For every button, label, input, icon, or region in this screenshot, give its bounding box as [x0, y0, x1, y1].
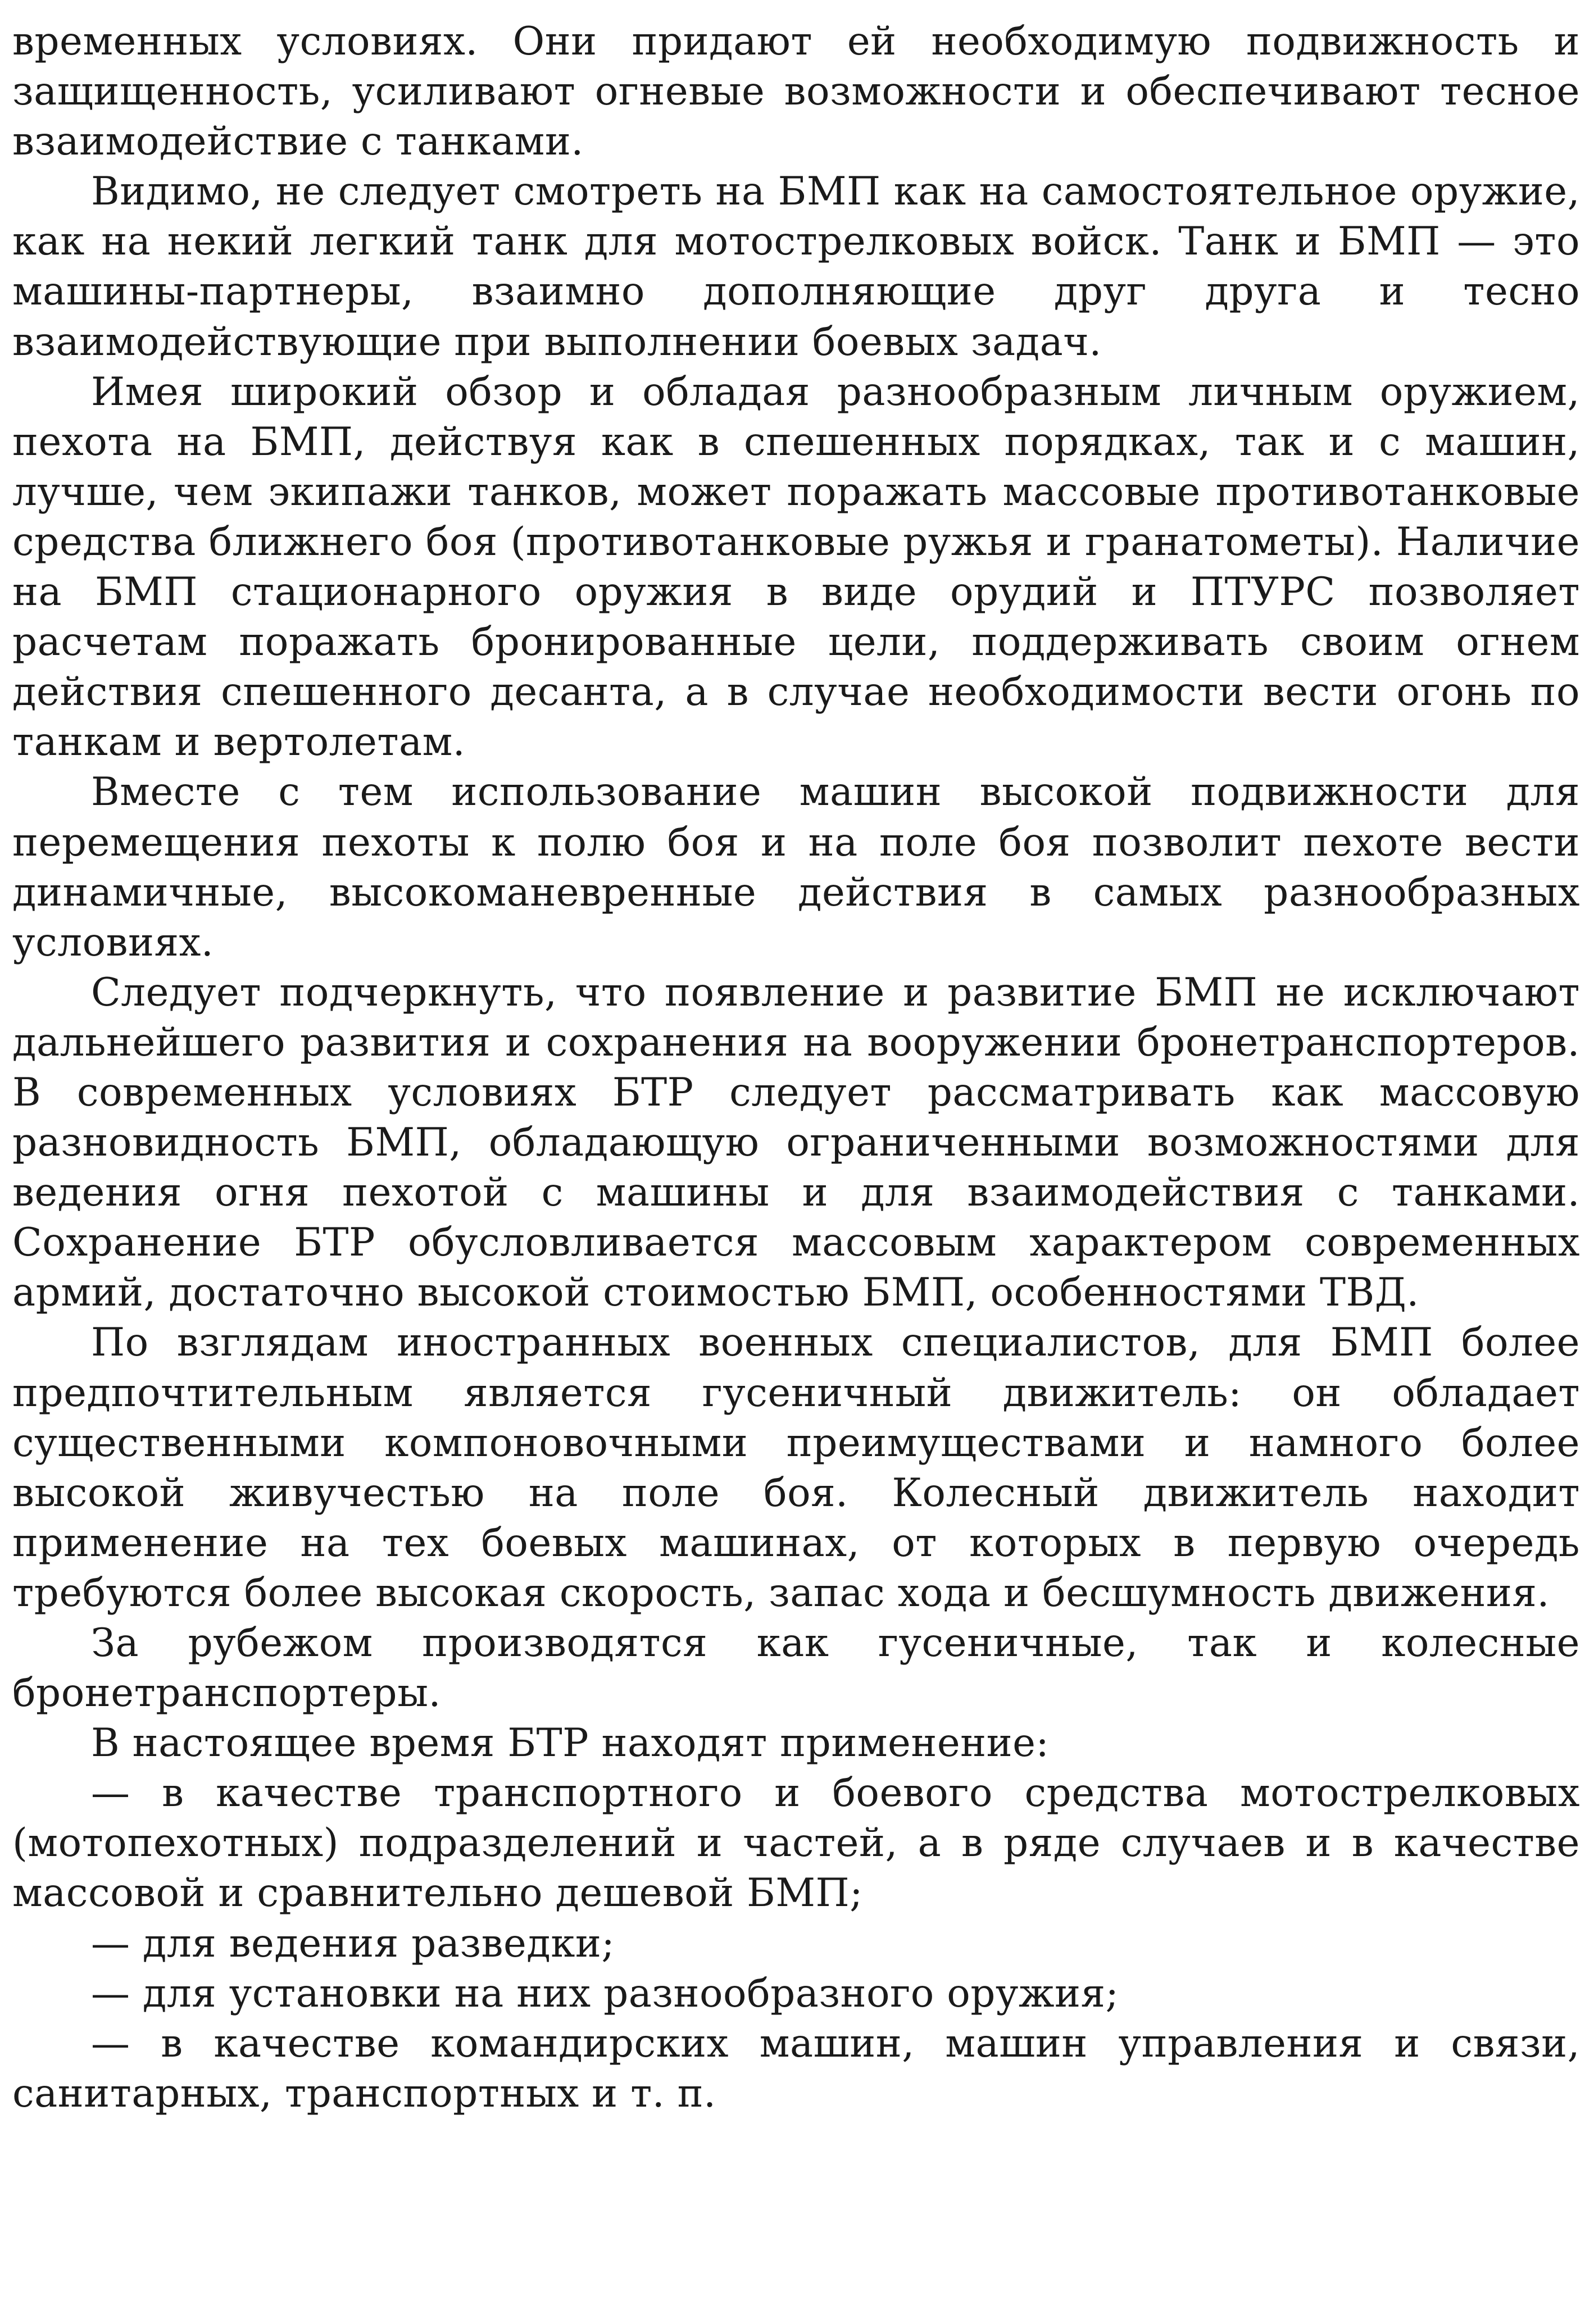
- list-item: — для ведения разведки;: [91, 1921, 615, 1966]
- list-item: — в качестве командирских машин, машин управления и связи, санитарных, транспортных и т. п.: [12, 2021, 1580, 2116]
- paragraph-btr-retention: Следует подчеркнуть, что появление и развитие БМП не исключают дальнейшего развития и сохранения на вооружении бронетранспортеров. В современных условиях БТР следует рассматривать как массовую разновидность БМП, обладающую ограниченными возможностями для ведения огня пехотой с машины и для взаимодействия с танками. Сохранение БТР обусловливается массовым характером современных армий, достаточно высокой стоимостью БМП, особенностями ТВД.: [12, 970, 1580, 1316]
- paragraph-foreign-production: За рубежом производятся как гусеничные, так и колесные бронетранспортеры.: [12, 1621, 1580, 1716]
- document-page: [12, 17, 1580, 2119]
- paragraph-continued: временных условиях. Они придают ей необходимую подвижность и защищенность, усиливают огневые возможности и обеспечивают тесное взаимодействие с танками.: [12, 19, 1580, 165]
- paragraph-bmp-role: Видимо, не следует смотреть на БМП как на самостоятельное оружие, как на некий легкий танк для мотострелковых войск. Танк и БМП — это машины-партнеры, взаимно дополняющие друг друга и тесно взаимодействующие при выполнении боевых задач.: [12, 169, 1580, 365]
- paragraph-btr-uses-intro: В настоящее время БТР находят применение:: [91, 1721, 1050, 1766]
- paragraph-mobility: Вместе с тем использование машин высокой подвижности для перемещения пехоты к полю боя и на поле боя позволит пехоте вести динамичные, высокоманевренные действия в самых разнообразных условиях.: [12, 770, 1580, 965]
- list-item: — в качестве транспортного и боевого средства мотострелковых (мотопехотных) подразделений и частей, а в ряде случаев и в качестве массовой и сравнительно дешевой БМП;: [12, 1771, 1580, 1916]
- list-item: — для установки на них разнообразного оружия;: [91, 1971, 1119, 2016]
- paragraph-infantry-firepower: Имея широкий обзор и обладая разнообразным личным оружием, пехота на БМП, действуя как в спешенных порядках, так и с машин, лучше, чем экипажи танков, может поражать массовые противотанковые средства ближнего боя (противотанковые ружья и гранатометы). Наличие на БМП стационарного оружия в виде орудий и ПТУРС позволяет расчетам поражать бронированные цели, поддерживать своим огнем действия спешенного десанта, а в случае необходимости вести огонь по танкам и вертолетам.: [12, 369, 1580, 765]
- paragraph-propulsion: По взглядам иностранных военных специалистов, для БМП более предпочтительным является гусеничный движитель: он обладает существенными компоновочными преимуществами и намного более высокой живучестью на поле боя. Колесный движитель находит применение на тех боевых машинах, от которых в первую очередь требуются более высокая скорость, запас хода и бесшумность движения.: [12, 1320, 1580, 1616]
